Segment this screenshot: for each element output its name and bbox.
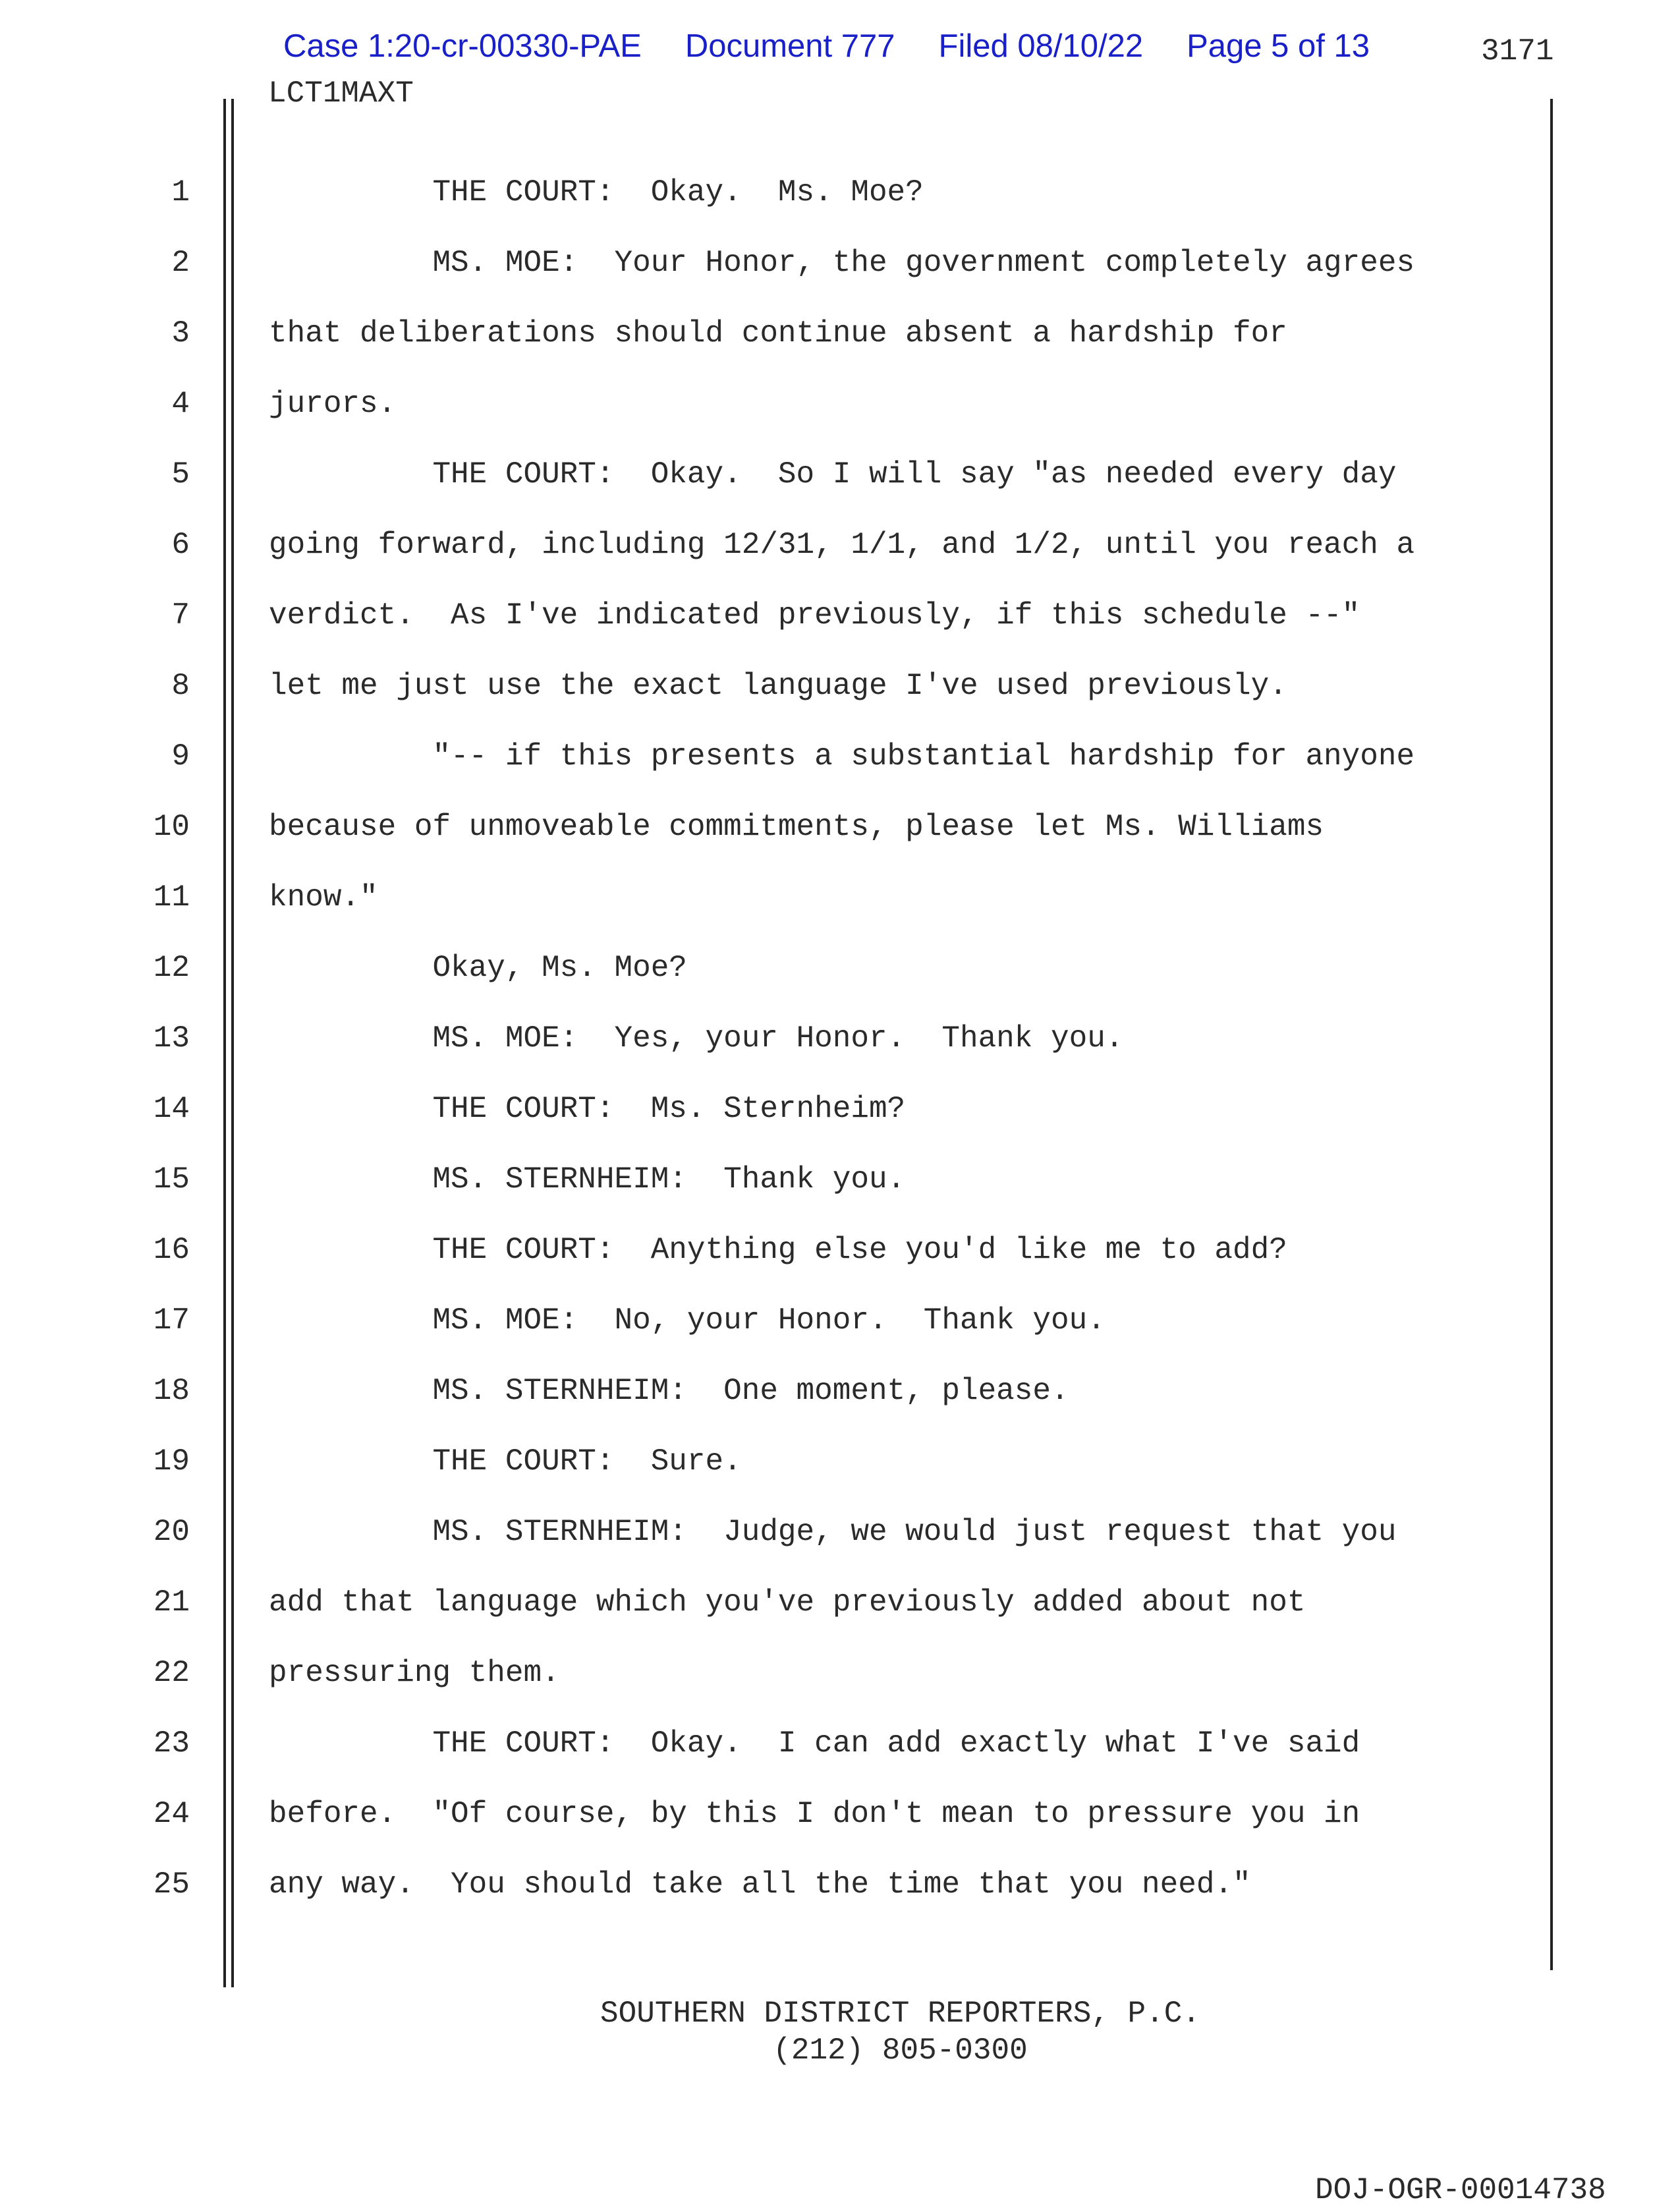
line-text: MS. STERNHEIM: One moment, please. [269,1374,1069,1408]
transcript-line [0,1442,1680,1481]
line-text: let me just use the exact language I've used previously. [269,669,1287,703]
line-text: know." [269,880,378,915]
line-number: 18 [153,1374,190,1408]
transcript-line [0,1512,1680,1552]
line-number: 3 [171,316,190,351]
line-number: 21 [153,1585,190,1620]
line-text: verdict. As I've indicated previously, if this schedule --" [269,598,1360,633]
line-number: 12 [153,951,190,985]
line-text: THE COURT: Okay. So I will say "as needed every day [269,457,1397,492]
line-text: before. "Of course, by this I don't mean to pressure you in [269,1797,1360,1831]
line-number: 9 [171,739,190,774]
line-number: 13 [153,1021,190,1056]
document-code: LCT1MAXT [268,76,414,111]
line-text: add that language which you've previously added about not [269,1585,1306,1620]
line-text: THE COURT: Anything else you'd like me to add? [269,1233,1287,1267]
filed-date: Filed 08/10/22 [938,28,1144,64]
transcript-line [0,314,1680,353]
page-indicator: Page 5 of 13 [1187,28,1370,64]
line-text: THE COURT: Okay. Ms. Moe? [269,175,924,210]
line-number: 23 [153,1726,190,1761]
transcript-line [0,596,1680,635]
transcript-line [0,807,1680,847]
transcript-line [0,1089,1680,1129]
line-text: THE COURT: Sure. [269,1444,742,1479]
transcript-line [0,1301,1680,1340]
transcript-line [0,525,1680,565]
line-text: Okay, Ms. Moe? [269,951,687,985]
line-number: 24 [153,1797,190,1831]
line-number: 19 [153,1444,190,1479]
transcript-line [0,737,1680,776]
line-number: 8 [171,669,190,703]
reporter-phone: (212) 805-0300 [773,2033,1028,2068]
line-text: because of unmoveable commitments, please let Ms. Williams [269,810,1324,844]
case-number: Case 1:20-cr-00330-PAE [283,28,642,64]
line-number: 7 [171,598,190,633]
line-text: MS. MOE: No, your Honor. Thank you. [269,1303,1106,1338]
bates-number: DOJ-OGR-00014738 [1315,2173,1606,2207]
line-text: pressuring them. [269,1656,560,1690]
line-text: that deliberations should continue absent a hardship for [269,316,1287,351]
line-text: MS. MOE: Your Honor, the government completely agrees [269,246,1415,280]
reporter-footer [0,1995,1680,2069]
line-text: "-- if this presents a substantial hardship for anyone [269,739,1415,774]
line-number: 15 [153,1162,190,1197]
transcript-line [0,1865,1680,1904]
document-number: Document 777 [685,28,895,64]
line-number: 25 [153,1867,190,1902]
line-number: 14 [153,1092,190,1126]
filing-header [283,28,1413,65]
line-text: THE COURT: Okay. I can add exactly what I've said [269,1726,1360,1761]
line-number: 22 [153,1656,190,1690]
transcript-line [0,948,1680,988]
transcript-line [0,1019,1680,1058]
transcript-line [0,1653,1680,1693]
line-number: 2 [171,246,190,280]
line-text: going forward, including 12/31, 1/1, and 1/2, until you reach a [269,528,1415,562]
line-text: jurors. [269,387,397,421]
transcript-line [0,455,1680,494]
line-text: MS. STERNHEIM: Thank you. [269,1162,906,1197]
line-text: any way. You should take all the time that you need." [269,1867,1251,1902]
line-text: MS. STERNHEIM: Judge, we would just request that you [269,1515,1397,1549]
line-number: 10 [153,810,190,844]
line-number: 6 [171,528,190,562]
line-number: 4 [171,387,190,421]
line-number: 20 [153,1515,190,1549]
transcript-page-number: 3171 [1481,34,1554,69]
transcript-line [0,1794,1680,1834]
line-number: 11 [153,880,190,915]
transcript-line [0,666,1680,706]
transcript-line [0,243,1680,283]
line-number: 1 [171,175,190,210]
transcript-line [0,1230,1680,1270]
transcript-line [0,1160,1680,1199]
transcript-line [0,173,1680,212]
line-number: 17 [153,1303,190,1338]
line-text: MS. MOE: Yes, your Honor. Thank you. [269,1021,1124,1056]
transcript-line [0,384,1680,424]
line-text: THE COURT: Ms. Sternheim? [269,1092,906,1126]
transcript-line [0,1371,1680,1411]
reporter-name: SOUTHERN DISTRICT REPORTERS, P.C. [600,1997,1200,2031]
line-number: 5 [171,457,190,492]
transcript-line [0,1583,1680,1622]
transcript-line [0,1724,1680,1763]
transcript-line [0,878,1680,917]
line-number: 16 [153,1233,190,1267]
